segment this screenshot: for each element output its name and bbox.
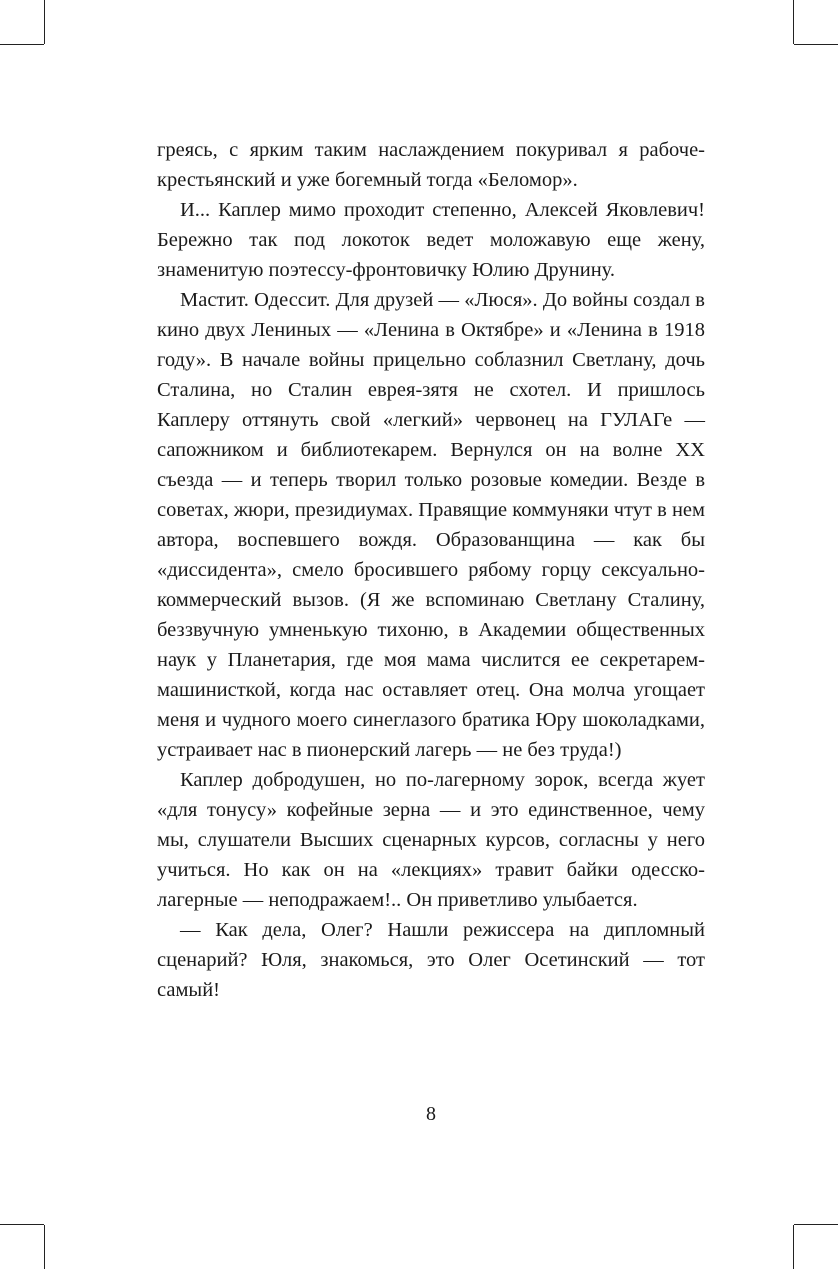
crop-mark-bottom-right-horizontal bbox=[794, 1224, 838, 1225]
page-number: 8 bbox=[426, 1103, 436, 1125]
paragraph-4: Каплер добродушен, но по-лагерному зорок, всегда жует «для тонусу» кофейные зерна — и это единственное, чему мы, слушатели Высших сценарных курсов, согласны у него учиться. Но как он на «лекциях» травит байки одесско-лагерные — неподражаем!.. Он приветливо улыбается. bbox=[157, 769, 705, 911]
crop-mark-bottom-right-vertical bbox=[793, 1225, 794, 1269]
crop-mark-top-right-vertical bbox=[793, 0, 794, 44]
crop-mark-bottom-left-horizontal bbox=[0, 1224, 44, 1225]
body-text bbox=[157, 135, 705, 1005]
crop-mark-top-right-horizontal bbox=[794, 44, 838, 45]
crop-mark-top-left-vertical bbox=[44, 0, 45, 44]
paragraph-1: греясь, с ярким таким наслаждением покуривал я рабоче-крестьянский и уже богемный тогда «Беломор». bbox=[157, 139, 705, 191]
crop-mark-bottom-left-vertical bbox=[44, 1225, 45, 1269]
paragraph-5-dialogue: — Как дела, Олег? Нашли режиссера на дипломный сценарий? Юля, знакомься, это Олег Осетинский — тот самый! bbox=[157, 919, 705, 1001]
crop-mark-top-left-horizontal bbox=[0, 44, 44, 45]
paragraph-3: Мастит. Одессит. Для друзей — «Люся». До войны создал в кино двух Лениных — «Ленина в Октябре» и «Ленина в 1918 году». В начале войны прицельно соблазнил Светлану, дочь Сталина, но Сталин еврея-зятя не схотел. И пришлось Каплеру оттянуть свой «легкий» червонец на ГУЛАГе — сапожником и библиотекарем. Вернулся он на волне XX съезда — и теперь творил только розовые комедии. Везде в советах, жюри, президиумах. Правящие коммуняки чтут в нем автора, воспевшего вождя. Образованщина — как бы «диссидента», смело бросившего рябому горцу сексуально-коммерческий вызов. (Я же вспоминаю Светлану Сталину, беззвучную умненькую тихоню, в Академии общественных наук у Планетария, где моя мама числится ее секретарем-машинисткой, когда нас оставляет отец. Она молча угощает меня и чудного моего синеглазого братика Юру шоколадками, устраивает нас в пионерский лагерь — не без труда!) bbox=[157, 289, 705, 761]
paragraph-2: И... Каплер мимо проходит степенно, Алексей Яковлевич! Бережно так под локоток ведет моложавую еще жену, знаменитую поэтессу-фронтовичку Юлию Друнину. bbox=[157, 199, 705, 281]
